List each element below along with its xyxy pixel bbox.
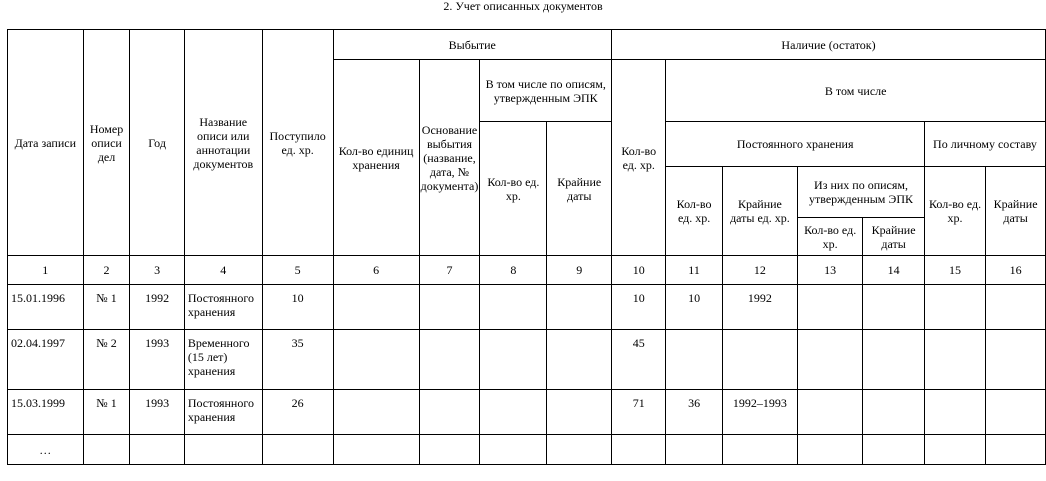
cell-opis-number: № 1 bbox=[83, 390, 130, 435]
cell bbox=[924, 390, 985, 435]
cell-name: Временного (15 лет) хранения bbox=[184, 330, 262, 390]
cell-received: 10 bbox=[262, 285, 333, 330]
header-presence-incl: В том числе bbox=[666, 60, 1046, 122]
header-presence: Наличие (остаток) bbox=[612, 30, 1046, 60]
cell bbox=[798, 285, 863, 330]
cell bbox=[419, 330, 480, 390]
column-number-row bbox=[8, 256, 1046, 285]
header-received: Поступило ед. хр. bbox=[262, 30, 333, 256]
cell bbox=[547, 390, 612, 435]
column-number: 9 bbox=[547, 256, 612, 285]
cell bbox=[924, 330, 985, 390]
cell bbox=[547, 435, 612, 465]
cell bbox=[798, 330, 863, 390]
column-number: 12 bbox=[722, 256, 797, 285]
cell-received: 35 bbox=[262, 330, 333, 390]
column-number: 10 bbox=[612, 256, 666, 285]
cell-date: 15.03.1999 bbox=[8, 390, 84, 435]
column-number: 5 bbox=[262, 256, 333, 285]
cell bbox=[262, 435, 333, 465]
cell-presence-count: 10 bbox=[612, 285, 666, 330]
column-number: 7 bbox=[419, 256, 480, 285]
table-row bbox=[8, 390, 1046, 435]
cell bbox=[863, 435, 925, 465]
cell-date: 02.04.1997 bbox=[8, 330, 84, 390]
cell-permanent-dates bbox=[722, 330, 797, 390]
cell bbox=[419, 435, 480, 465]
cell-year: 1993 bbox=[130, 390, 184, 435]
cell bbox=[863, 390, 925, 435]
cell-presence-count: 45 bbox=[612, 330, 666, 390]
column-number: 2 bbox=[83, 256, 130, 285]
header-permanent-epk-count: Кол-во ед. хр. bbox=[798, 218, 863, 256]
cell-opis-number: № 2 bbox=[83, 330, 130, 390]
cell-permanent-count: 36 bbox=[666, 390, 722, 435]
cell-presence-count: 71 bbox=[612, 390, 666, 435]
header-date: Дата записи bbox=[8, 30, 84, 256]
cell bbox=[666, 435, 722, 465]
cell-name: Постоянного хранения bbox=[184, 390, 262, 435]
header-personnel-dates: Крайние даты bbox=[986, 167, 1046, 256]
cell bbox=[722, 435, 797, 465]
column-number: 3 bbox=[130, 256, 184, 285]
header-disposal-count: Кол-во единиц хранения bbox=[333, 60, 419, 256]
cell bbox=[798, 390, 863, 435]
header-personnel: По личному составу bbox=[924, 122, 1045, 167]
cell bbox=[480, 330, 547, 390]
cell bbox=[130, 435, 184, 465]
cell bbox=[419, 390, 480, 435]
cell-opis-number: № 1 bbox=[83, 285, 130, 330]
cell-permanent-dates: 1992 bbox=[722, 285, 797, 330]
header-disposal-basis: Основание выбытия (название, дата, № документа) bbox=[419, 60, 480, 256]
header-permanent-dates: Крайние даты ед. хр. bbox=[722, 167, 797, 256]
header-disposal-incl: В том числе по описям, утвержденным ЭПК bbox=[480, 60, 612, 122]
cell-permanent-count bbox=[666, 330, 722, 390]
cell bbox=[419, 285, 480, 330]
cell bbox=[863, 285, 925, 330]
page-title: 2. Учет описанных документов bbox=[443, 0, 603, 13]
header-disposal-incl-dates: Крайние даты bbox=[547, 122, 612, 256]
cell bbox=[480, 435, 547, 465]
column-number: 6 bbox=[333, 256, 419, 285]
column-number: 15 bbox=[924, 256, 985, 285]
cell bbox=[986, 390, 1046, 435]
cell bbox=[863, 330, 925, 390]
cell-year: 1993 bbox=[130, 330, 184, 390]
cell bbox=[612, 435, 666, 465]
column-number: 1 bbox=[8, 256, 84, 285]
column-number: 4 bbox=[184, 256, 262, 285]
cell bbox=[986, 285, 1046, 330]
cell bbox=[547, 285, 612, 330]
cell-received: 26 bbox=[262, 390, 333, 435]
cell bbox=[480, 390, 547, 435]
header-permanent-count: Кол-во ед. хр. bbox=[666, 167, 722, 256]
column-number: 16 bbox=[986, 256, 1046, 285]
header-permanent-epk: Из них по описям, утвержденным ЭПК bbox=[798, 167, 925, 218]
column-number: 11 bbox=[666, 256, 722, 285]
cell bbox=[798, 435, 863, 465]
cell bbox=[333, 330, 419, 390]
cell-permanent-dates: 1992–1993 bbox=[722, 390, 797, 435]
cell bbox=[986, 435, 1046, 465]
accounting-table bbox=[7, 29, 1046, 465]
column-number: 14 bbox=[863, 256, 925, 285]
cell-permanent-count: 10 bbox=[666, 285, 722, 330]
header-opis-number: Номер описи дел bbox=[83, 30, 130, 256]
cell bbox=[924, 435, 985, 465]
cell bbox=[547, 330, 612, 390]
header-presence-count: Кол-во ед. хр. bbox=[612, 60, 666, 256]
column-number: 8 bbox=[480, 256, 547, 285]
cell-date: … bbox=[8, 435, 84, 465]
table-row bbox=[8, 435, 1046, 465]
header-personnel-count: Кол-во ед. хр. bbox=[924, 167, 985, 256]
table-row bbox=[8, 330, 1046, 390]
cell bbox=[986, 330, 1046, 390]
header-disposal-incl-count: Кол-во ед. хр. bbox=[480, 122, 547, 256]
cell bbox=[333, 390, 419, 435]
header-permanent: Постоянного хранения bbox=[666, 122, 925, 167]
cell bbox=[184, 435, 262, 465]
cell bbox=[924, 285, 985, 330]
cell-date: 15.01.1996 bbox=[8, 285, 84, 330]
header-permanent-epk-dates: Крайние даты bbox=[863, 218, 925, 256]
cell bbox=[333, 285, 419, 330]
table-row bbox=[8, 285, 1046, 330]
cell bbox=[83, 435, 130, 465]
cell bbox=[333, 435, 419, 465]
cell-year: 1992 bbox=[130, 285, 184, 330]
cell bbox=[480, 285, 547, 330]
header-disposal: Выбытие bbox=[333, 30, 612, 60]
column-number: 13 bbox=[798, 256, 863, 285]
header-year: Год bbox=[130, 30, 184, 256]
cell-name: Постоянного хранения bbox=[184, 285, 262, 330]
header-name: Название описи или аннотации документов bbox=[184, 30, 262, 256]
